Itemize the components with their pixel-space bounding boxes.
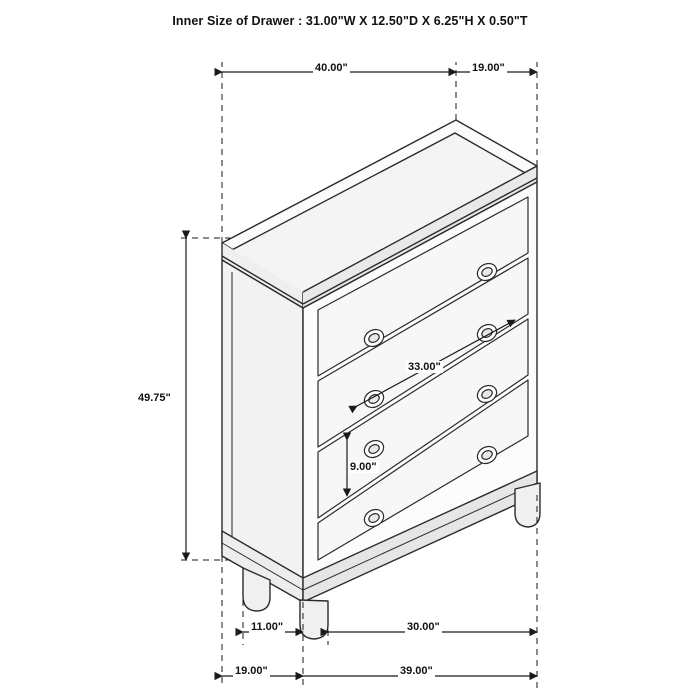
- label-overall-height: 49.75": [138, 392, 171, 404]
- label-top-width: 40.00": [315, 62, 348, 74]
- label-top-depth: 19.00": [472, 62, 505, 74]
- label-base-left-inset: 11.00": [251, 621, 284, 633]
- chest-left-side-panel: [222, 260, 303, 585]
- label-base-front-width: 30.00": [407, 621, 440, 633]
- chest-drawing: [222, 120, 540, 639]
- page-title: Inner Size of Drawer : 31.00"W X 12.50"D X 6.25"H X 0.50"T: [172, 14, 528, 28]
- label-drawer-face-height: 9.00": [350, 461, 377, 473]
- label-bottom-width: 39.00": [400, 665, 433, 677]
- label-drawer-face-width: 33.00": [408, 361, 441, 373]
- label-bottom-depth: 19.00": [235, 665, 268, 677]
